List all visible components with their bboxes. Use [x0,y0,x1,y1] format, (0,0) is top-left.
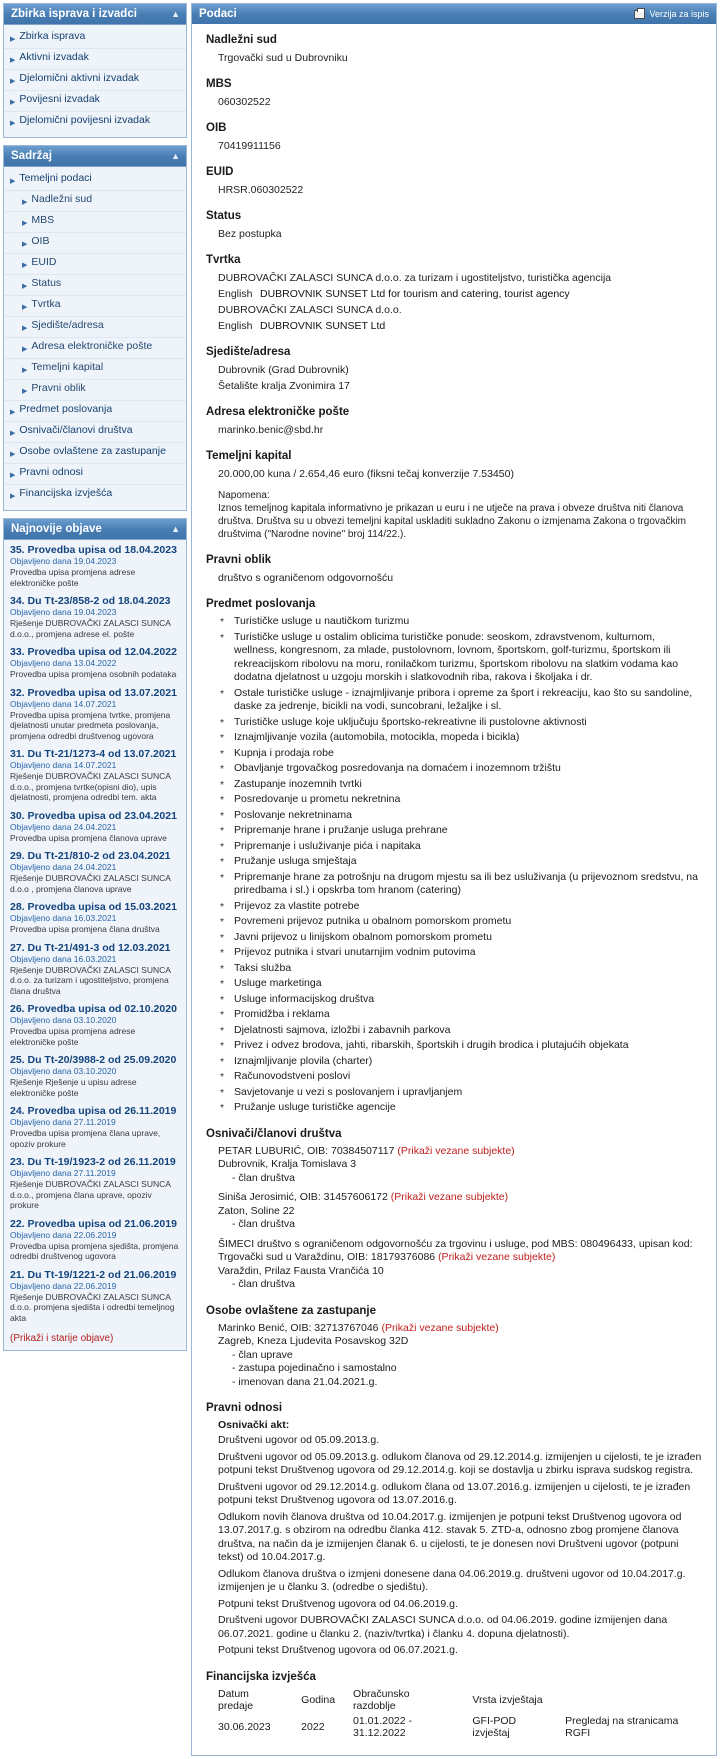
news-desc: Rješenje Rješenje u upisu adrese elektroničke pošte [10,1077,137,1098]
sidebar [3,3,187,1756]
sidebar-item-oib[interactable] [4,233,186,254]
list-item[interactable] [10,901,180,935]
column-header-year: Godina [301,1693,336,1706]
list-item: * Pružanje usluga smještaja [218,855,698,869]
legal-relations-subtitle: Osnivački akt: [218,1419,290,1431]
sidebar-item-label: Pravni odnosi [19,466,84,478]
section-title-founders: Osnivači/članovi društva [206,1127,342,1140]
section-title-court: Nadležni sud [206,34,277,46]
printer-icon [634,10,645,19]
list-item: * Turističke usluge u ostalim oblicima turističke ponude: seoskom, zdravstvenom, kulturnom, wellness, kongresnom, za mlade, pustolovnom, lovnom, športskom, golf-turizmu, športskom ili rekreacijskom ribolovu na moru, ronilačkom turizmu, športskom ribolovu na slatkim vodama kao dodatna djelatnost u uzgoju morskih i slatkovodnih riba, rakova i školjaka i dr. [218,631,698,685]
founder-name [218,1145,703,1159]
sidebar-item-label: Temeljni podaci [19,172,92,184]
news-date: Objavljeno dana 03.10.2020 [10,1015,117,1025]
chevron-right-icon: ▶ [10,57,16,64]
news-desc: Rješenje DUBROVAČKI ZALASCI SUNCA d.o.o., promjena adrese el. pošte [10,618,171,639]
table-row [218,1715,704,1741]
news-desc: Provedba upisa promjena adrese elektroničke pošte [10,567,136,588]
list-item: * Savjetovanje u vezi s poslovanjem i upravljanjem [218,1086,698,1100]
news-date: Objavljeno dana 27.11.2019 [10,1168,116,1178]
collapse-icon[interactable]: ▲ [171,8,180,19]
news-desc: Provedba upisa promjena osobnih podataka [10,669,177,679]
representative-role: - član uprave [232,1348,293,1361]
founder-address: Dubrovnik, Kralja Tomislava 3 [218,1158,357,1170]
chevron-right-icon: ▶ [22,346,28,353]
sidebar-item-status[interactable] [4,275,186,296]
show-related-subjects-link[interactable]: (Prikaži vezane subjekte) [397,1144,515,1157]
sidebar-item-label: Djelomični aktivni izvadak [19,72,140,84]
list-item: * Usluge informacijskog društva [218,993,698,1007]
list-item: * Računovodstveni poslovi [218,1070,698,1084]
list-item: * Iznajmljivanje vozila (automobila, motocikla, mopeda i bicikla) [218,731,698,745]
section-title-email: Adresa elektroničke pošte [206,406,350,418]
section-title-legal-form: Pravni oblik [206,554,272,566]
section-title-oib: OIB [206,122,227,134]
list-item[interactable] [10,687,180,742]
panel-contents [3,145,187,511]
sidebar-item-sjediste-adresa[interactable] [4,317,186,338]
legal-paragraph: Društveni ugovor od 05.09.2013.g. [218,1434,380,1446]
list-item: * Pripremanje i usluživanje pića i napitaka [218,840,698,854]
list-item[interactable] [10,544,180,588]
news-date: Objavljeno dana 19.04.2023 [10,607,117,617]
section-title-mbs: MBS [206,78,232,90]
section-title-representatives: Osobe ovlaštene za zastupanje [206,1304,377,1317]
news-date: Objavljeno dana 24.04.2021 [10,862,117,872]
chevron-right-icon: ▶ [22,241,28,248]
sidebar-item-euid[interactable] [4,254,186,275]
sidebar-item-label: Nadležni sud [31,193,93,205]
news-date: Objavljeno dana 19.04.2023 [10,556,117,566]
company-name-english-short-text: DUBROVNIK SUNSET Ltd [260,320,386,332]
value-euid: HRSR.060302522 [218,184,304,196]
list-item: * Zastupanje inozemnih tvrtki [218,778,698,792]
news-title: 25. Du Tt-20/3988-2 od 25.09.2020 [10,1054,177,1066]
news-title: 28. Provedba upisa od 15.03.2021 [10,901,177,913]
news-desc: Rješenje DUBROVAČKI ZALASCI SUNCA d.o.o., promjena člana uprave, opoziv prokure [10,1179,171,1210]
sidebar-item-label: Financijska izvješća [19,487,113,499]
chevron-right-icon: ▶ [22,304,28,311]
legal-paragraph: Potpuni tekst Društvenog ugovora od 04.06.2019.g. [218,1597,458,1610]
company-name-english-full-text: DUBROVNIK SUNSET Ltd for tourism and catering, tourist agency [260,288,570,300]
print-version-link[interactable] [634,9,709,19]
language-label: English [218,288,253,300]
news-title: 23. Du Tt-19/1923-2 od 26.11.2019 [10,1156,176,1168]
column-header-report-type: Vrsta izvještaja [472,1693,543,1706]
list-item: * Privez i odvez brodova, jahti, ribarskih, športskih i drugih brodica i plutajućih objekata [218,1039,698,1053]
sidebar-item-zbirka-isprava[interactable] [4,28,186,49]
section-title-activities: Predmet poslovanja [206,598,316,610]
chevron-right-icon: ▶ [22,325,28,332]
address-city: Dubrovnik (Grad Dubrovnik) [218,364,349,376]
legal-paragraph: Društveni ugovor DUBROVAČKI ZALASCI SUNCA d.o.o. od 04.06.2019. godine izmijenjen dana 06.07.2021. godine u članku 2. (naziv/tvrtka) i članku 4. dopuna djelatnosti). [218,1614,668,1640]
panel-news-body [4,540,186,1350]
news-date: Objavljeno dana 13.04.2022 [10,658,117,668]
show-related-subjects-link[interactable]: (Prikaži vezane subjekte) [438,1251,556,1263]
founder-role: - član društva [232,1171,296,1184]
sidebar-item-djelomicni-aktivni-izvadak[interactable] [4,70,186,91]
news-title: 35. Provedba upisa od 18.04.2023 [10,544,177,556]
list-item: * Ostale turističke usluge - iznajmljivanje pribora i opreme za šport i rekreaciju, kao što su sandoline, daske za jedrenje, bicikli na vodi, suncobrani, ležaljke i sl. [218,687,698,714]
sidebar-item-nadlezni-sud[interactable] [4,191,186,212]
capital-note-text: Iznos temeljnog kapitala informativno je prikazan u euru i ne utječe na prava i obveze društva niti članova društva. Društva su u obvezi temeljni kapital uskladiti sukladno Zakonu o izmjenama Zakona o trgovačkim društvima ("Narodne novine" broj 114/22.). [218,503,686,540]
representative-address: Zagreb, Kneza Ljudevita Posavskog 32D [218,1335,409,1347]
chevron-right-icon: ▶ [10,120,16,127]
table-header-row [218,1688,704,1715]
language-label: English [218,320,253,332]
chevron-right-icon: ▶ [10,493,16,500]
founder-address: Zaton, Soline 22 [218,1204,295,1217]
list-item: * Poslovanje nekretninama [218,809,698,823]
news-title: 33. Provedba upisa od 12.04.2022 [10,646,177,658]
news-title: 26. Provedba upisa od 02.10.2020 [10,1003,177,1015]
page-title: Podaci [199,8,237,20]
sidebar-item-label: Predmet poslovanja [19,403,113,415]
sidebar-item-label: Osnivači/članovi društva [19,424,133,436]
financial-reports-table [218,1688,704,1741]
chevron-right-icon: ▶ [22,262,28,269]
company-name-full: DUBROVAČKI ZALASCI SUNCA d.o.o. za turizam i ugostiteljstvo, turistička agencija [218,272,612,284]
chevron-right-icon: ▶ [10,36,16,43]
show-related-subjects-link[interactable]: (Prikaži vezane subjekte) [381,1321,499,1334]
news-title: 22. Provedba upisa od 21.06.2019 [10,1217,177,1230]
list-item: * Promidžba i reklama [218,1008,698,1022]
news-desc: Provedba upisa promjena sjedišta, promjena odredbi društvenog ugovora [10,1240,179,1261]
panel-contents-title: Sadržaj [11,150,52,162]
panel-contents-header [4,146,186,167]
column-header-period: Obračunsko razdoblje [353,1687,410,1712]
representative-appointed: - imenovan dana 21.04.2021.g. [232,1375,378,1388]
section-title-company: Tvrtka [206,254,241,266]
representative-name-text: Marinko Benić, OIB: 32713767046 [218,1321,379,1334]
legal-paragraph: Odlukom članova društva o izmjeni donesene dana 04.06.2019.g. društveni ugovor od 10.04.2017.g. izmijenjen je u članku 3. (odredbe o sjedištu). [218,1567,686,1593]
news-title: 27. Du Tt-21/491-3 od 12.03.2021 [10,941,171,954]
panel-news-header [4,519,186,540]
representative-name [218,1322,703,1336]
sidebar-item-label: MBS [31,214,55,226]
list-item: * Obavljanje trgovačkog posredovanja na domaćem i inozemnom tržištu [218,762,698,776]
panel-contents-body [4,167,186,510]
panel-documents-body [4,25,186,137]
list-item: * Pripremanje hrane za potrošnju na drugom mjestu sa ili bez usluživanja (u prijevoznom sredstvu, na priredbama i sl.) i opskrba tom hranom (catering) [218,871,698,898]
capital-note [218,489,688,541]
column-header-action [565,1688,704,1715]
section-title-capital: Temeljni kapital [206,450,292,462]
news-desc: Rješenje DUBROVAČKI ZALASCI SUNCA d.o.o., promjena tvrtke(opisni dio), upis djelatnosti, promjena odredbi tem. akta [10,771,171,802]
list-item[interactable] [10,646,180,680]
sidebar-item-label: Pravni oblik [31,382,86,394]
chevron-right-icon: ▶ [10,430,16,437]
chevron-right-icon: ▶ [10,409,16,416]
list-item: * Taksi služba [218,962,698,976]
chevron-right-icon: ▶ [10,178,16,185]
news-date: Objavljeno dana 22.06.2019 [10,1229,117,1240]
section-title-legal-relations: Pravni odnosi [206,1402,283,1414]
list-item: * Iznajmljivanje plovila (charter) [218,1055,698,1069]
company-name-short: DUBROVAČKI ZALASCI SUNCA d.o.o. [218,304,402,316]
news-title: 32. Provedba upisa od 13.07.2021 [10,686,177,699]
news-title: 24. Provedba upisa od 26.11.2019 [10,1105,177,1117]
cell-year: 2022 [301,1720,325,1733]
chevron-right-icon: ▶ [10,99,16,106]
legal-paragraph: Odlukom novih članova društva od 10.04.2017.g. izmijenjen je potpuni tekst Društvenog ugovora od 13.07.2017.g. s obzirom na odredbu članka 412. stavak 5. ZTD-a, odnosno zbog promjene članova društva, na način da je izmijenjen članak 6. u cijelosti, te je donesen novi Društveni ugovor (potpuni tekst) od 10.04.2017.g. [218,1510,682,1563]
news-title: 21. Du Tt-19/1221-2 od 21.06.2019 [10,1268,177,1281]
sidebar-item-adresa-elektronicke-poste[interactable] [4,338,186,359]
capital-note-title: Napomena: [218,490,270,501]
list-item: * Javni prijevoz u linijskom obalnom pomorskom prometu [218,931,698,945]
sidebar-item-tvrtka[interactable] [4,296,186,317]
sidebar-item-label: Povijesni izvadak [19,93,100,105]
chevron-right-icon: ▶ [22,388,28,395]
main-panel-body [192,24,716,1755]
print-version-label: Verzija za ispis [649,9,709,19]
list-item: * Povremeni prijevoz putnika u obalnom pomorskom prometu [218,915,698,929]
value-email: marinko.benic@sbd.hr [218,424,324,436]
sidebar-item-label: Tvrtka [31,298,61,310]
address-street: Šetalište kralja Zvonimira 17 [218,380,350,392]
sidebar-item-label: Status [31,277,62,289]
section-title-address: Sjedište/adresa [206,346,291,358]
news-desc: Rješenje DUBROVAČKI ZALASCI SUNCA d.o.o , promjena članova uprave [10,873,171,894]
representative-entry [218,1322,704,1390]
founder-name [218,1238,703,1265]
founder-role: - član društva [232,1218,296,1230]
chevron-right-icon: ▶ [10,78,16,85]
show-older-posts-link[interactable]: (Prikaži i starije objave) [10,1333,114,1344]
list-item: * Turističke usluge koje uključuju športsko-rekreativne ili pustolovne aktivnosti [218,716,698,730]
news-desc: Rješenje DUBROVAČKI ZALASCI SUNCA d.o.o. za turizam i ugostiteljstvo, promjena člana društva [10,964,171,996]
section-title-euid: EUID [206,166,234,178]
sidebar-item-label: OIB [31,235,50,247]
news-desc: Provedba upisa promjena članova uprave [10,832,167,843]
list-item[interactable] [10,1156,180,1211]
sidebar-item-label: Aktivni izvadak [19,51,89,63]
news-desc: Provedba upisa promjena adrese elektroničke pošte [10,1026,136,1047]
sidebar-item-label: Osobe ovlaštene za zastupanje [19,445,166,457]
list-item[interactable] [10,1003,180,1047]
sidebar-item-label: Adresa elektroničke pošte [31,340,153,352]
list-item[interactable] [10,850,180,894]
sidebar-item-osnivaci-clanovi[interactable] [4,422,186,443]
founder-address: Varaždin, Prilaz Fausta Vrančića 10 [218,1264,384,1277]
chevron-right-icon: ▶ [22,199,28,206]
news-date: Objavljeno dana 24.04.2021 [10,821,117,832]
founder-entry [218,1191,704,1232]
panel-documents-header [4,4,186,25]
panel-news [3,518,187,1351]
news-desc: Provedba upisa promjena tvrtke, promjena djelatnosti unutar predmeta poslovanja, promjena odredbi društvenog ugovora [10,709,171,741]
show-related-subjects-link[interactable]: (Prikaži vezane subjekte) [390,1191,509,1203]
sidebar-item-financijska-izvjesca[interactable] [4,485,186,505]
value-mbs: 060302522 [218,96,271,108]
value-legal-form: društvo s ograničenom odgovornošću [218,572,394,584]
founder-role: - član društva [232,1278,296,1290]
list-item[interactable] [10,1218,180,1262]
sidebar-item-temeljni-kapital[interactable] [4,359,186,380]
value-capital: 20.000,00 kuna / 2.654,46 euro (fiksni tečaj konverzije 7.53450) [218,468,514,480]
list-item: * Pružanje usluge turističke agencije [218,1101,698,1115]
chevron-right-icon: ▶ [10,451,16,458]
news-date: Objavljeno dana 16.03.2021 [10,913,117,923]
list-item[interactable] [10,1054,180,1098]
list-item: * Prijevoz putnika i stvari unutarnjim vodnim putovima [218,946,698,960]
cell-report-type: GFI-POD izvještaj [472,1714,517,1739]
list-item[interactable] [10,942,180,997]
founder-name-text: ŠIMECI društvo s ograničenom odgovornošću za trgovinu i usluge, pod MBS: 080496433, upisan kod: Trgovački sud u Varaždinu, OIB: 18179376086 [218,1237,693,1263]
sidebar-item-djelomicni-povijesni-izvadak[interactable] [4,112,186,132]
founder-name-text: PETAR LUBURIĆ, OIB: 70384507117 [218,1144,395,1157]
legal-paragraph: Društveni ugovor od 05.09.2013.g. odlukom članova od 29.12.2014.g. izmijenjen u cijelosti, te je izrađen potpuni tekst Društvenog ugovora od 29.12.2014.g. koji se dostavlja u zbirku isprava sudskog registra. [218,1450,702,1476]
founder-entry [218,1145,704,1186]
panel-documents-title: Zbirka isprava i izvadci [11,8,137,20]
panel-documents [3,3,187,138]
sidebar-item-mbs[interactable] [4,212,186,233]
chevron-right-icon: ▶ [22,220,28,227]
list-item[interactable] [10,1269,180,1324]
founder-entry [218,1238,704,1292]
chevron-right-icon: ▶ [10,472,16,479]
cell-period: 01.01.2022 - 31.12.2022 [353,1714,412,1739]
view-on-rgfi-link[interactable]: Pregledaj na stranicama RGFI [565,1714,679,1739]
news-title: 29. Du Tt-21/810-2 od 23.04.2021 [10,850,171,862]
chevron-right-icon: ▶ [22,283,28,290]
news-date: Objavljeno dana 27.11.2019 [10,1117,116,1127]
sidebar-item-osobe-ovlastene[interactable] [4,443,186,464]
activities-list [218,615,704,1115]
panel-news-title: Najnovije objave [11,523,102,535]
news-desc: Provedba upisa promjena člana uprave, opoziv prokure [10,1128,161,1149]
news-date: Objavljeno dana 14.07.2021 [10,698,117,709]
news-date: Objavljeno dana 03.10.2020 [10,1066,117,1076]
list-item: * Posredovanje u prometu nekretnina [218,793,698,807]
section-title-financial: Financijska izvješća [206,1670,316,1683]
value-court: Trgovački sud u Dubrovniku [218,52,348,64]
founder-name-text: Siniša Jerosimić, OIB: 31457606172 [218,1191,388,1203]
sidebar-item-povijesni-izvadak[interactable] [4,91,186,112]
section-title-status: Status [206,210,242,222]
list-item[interactable] [10,595,180,639]
company-name-english-short [218,319,704,333]
sidebar-item-pravni-oblik[interactable] [4,380,186,401]
list-item: * Turističke usluge u nautičkom turizmu [218,615,698,629]
sidebar-item-temeljni-podaci[interactable] [4,170,186,191]
cell-submission-date: 30.06.2023 [218,1720,271,1733]
sidebar-item-label: EUID [31,256,57,268]
founder-name [218,1191,703,1205]
list-item: * Usluge marketinga [218,977,698,991]
news-title: 30. Provedba upisa od 23.04.2021 [10,809,177,822]
collapse-icon[interactable]: ▲ [171,150,180,161]
sidebar-item-label: Djelomični povijesni izvadak [19,114,151,126]
news-desc: Provedba upisa promjena člana društva [10,924,160,934]
news-date: Objavljeno dana 14.07.2021 [10,760,117,770]
news-title: 31. Du Tt-21/1273-4 od 13.07.2021 [10,748,177,760]
news-date: Objavljeno dana 22.06.2019 [10,1280,117,1291]
list-item: * Djelatnosti sajmova, izložbi i zabavnih parkova [218,1024,698,1038]
list-item[interactable] [10,748,180,803]
sidebar-item-predmet-poslovanja[interactable] [4,401,186,422]
sidebar-item-aktivni-izvadak[interactable] [4,49,186,70]
collapse-icon[interactable]: ▲ [171,523,180,534]
sidebar-item-label: Zbirka isprava [19,30,86,42]
column-header-submission-date: Datum predaje [218,1687,254,1712]
representative-authority: - zastupa pojedinačno i samostalno [232,1362,397,1374]
list-item: * Prijevoz za vlastite potrebe [218,900,698,914]
news-desc: Rješenje DUBROVAČKI ZALASCI SUNCA d.o.o. promjena sjedišta i odredbi temeljnog akta [10,1291,175,1323]
status-badge: Bez postupka [218,228,282,240]
list-item[interactable] [10,1105,180,1149]
main-panel-header [192,4,716,24]
news-date: Objavljeno dana 16.03.2021 [10,953,117,964]
chevron-right-icon: ▶ [22,367,28,374]
legal-paragraph: Društveni ugovor od 29.12.2014.g. odlukom člana od 13.07.2016.g. izmijenjen u cijelosti, te je izrađen potpuni tekst Društvenog ugovora od 13.07.2016.g. [218,1480,691,1506]
company-name-english-full [218,287,704,301]
list-item: * Kupnja i prodaja robe [218,747,698,761]
list-item[interactable] [10,810,180,844]
main-panel [191,3,717,1756]
sidebar-item-label: Sjedište/adresa [31,319,104,331]
list-item: * Pripremanje hrane i pružanje usluga prehrane [218,824,698,838]
value-oib: 70419911156 [218,140,281,152]
sidebar-item-pravni-odnosi[interactable] [4,464,186,485]
legal-paragraph: Potpuni tekst Društvenog ugovora od 06.07.2021.g. [218,1644,458,1656]
news-title: 34. Du Tt-23/858-2 od 18.04.2023 [10,595,171,607]
sidebar-item-label: Temeljni kapital [31,361,104,373]
